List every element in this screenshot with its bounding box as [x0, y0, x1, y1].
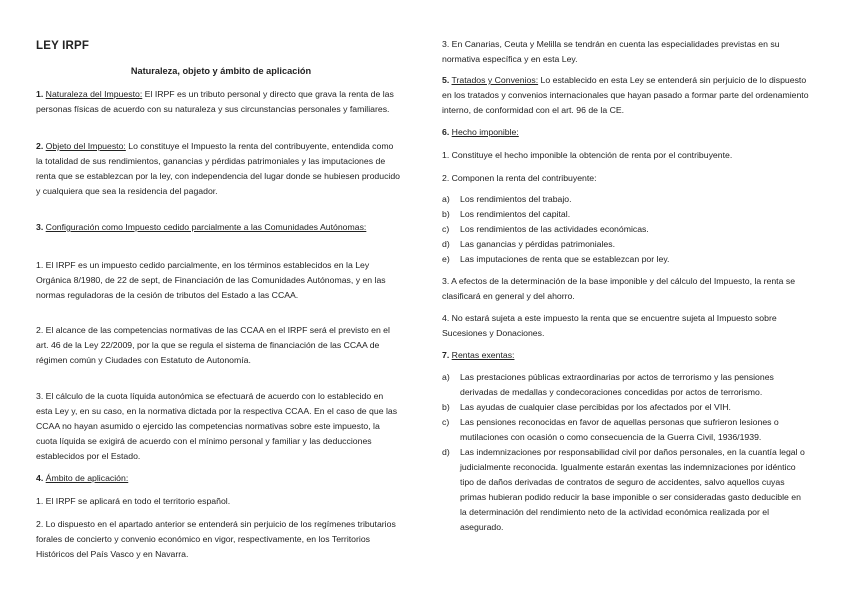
list-item-text: Los rendimientos del capital.: [460, 209, 571, 219]
list-item: [442, 237, 806, 252]
list-item: [442, 370, 806, 400]
list-marker: b): [442, 209, 450, 219]
list-item-text: Las indemnizaciones por responsabilidad civil por daños personales, en la cuantía legal o judicialmente reconocida. Igualmente estarán exentas las indemnizaciones por idéntico tipo de daños derivadas de contratos de seguro de accidentes, salvo aquellos cuyas primas hubieran podido reducir la base imponible o ser consideradas gasto deducible en la determinación del rendimiento neto de la actividad económica realizada por el asegurado.: [460, 447, 805, 532]
list-item-text: Las pensiones reconocidas en favor de aquellas personas que sufrieron lesiones o mutilaciones con ocasión o como consecuencia de la Guerra Civil, 1936/1939.: [460, 417, 779, 442]
section-heading: Hecho imponible:: [451, 127, 519, 137]
section-number: 5.: [442, 75, 450, 85]
list-item: [442, 222, 806, 237]
section-number: 4.: [36, 473, 44, 483]
list-item: [442, 207, 806, 222]
list-item: [442, 252, 806, 267]
section-number: 1.: [36, 89, 44, 99]
paragraph: 3. En Canarias, Ceuta y Melilla se tendrán en cuenta las especialidades previstas en su normativa específica y en esta Ley.: [442, 39, 780, 64]
list-marker: b): [442, 402, 450, 412]
document-title: LEY IRPF: [36, 40, 90, 52]
section-5: [442, 73, 810, 118]
list-item: [442, 192, 806, 207]
list-item-text: Las ganancias y pérdidas patrimoniales.: [460, 239, 616, 249]
list-item-text: Las prestaciones públicas extraordinarias por actos de terrorismo y las pensiones derivadas de medallas y condecoraciones concedidas por actos de terrorismo.: [460, 372, 774, 397]
list-marker: a): [442, 372, 450, 382]
paragraph: 2. El alcance de las competencias normativas de las CCAA en el IRPF será el previsto en el art. 46 de la Ley 22/2009, por la que se regula el sistema de financiación de las CCAA de régimen común y Ciudades con Estatuto de Autonomía.: [36, 325, 390, 365]
section-heading: Ámbito de aplicación:: [45, 473, 129, 483]
list-marker: c): [442, 224, 450, 234]
section-subtitle: Naturaleza, objeto y ámbito de aplicación: [130, 66, 312, 76]
section-3-heading: [36, 220, 381, 235]
section-heading: Naturaleza del Impuesto:: [45, 89, 143, 99]
list-item-text: Las imputaciones de renta que se establezcan por ley.: [460, 254, 670, 264]
list-item: [442, 400, 806, 415]
section-heading: Configuración como Impuesto cedido parcialmente a las Comunidades Autónomas:: [45, 222, 367, 232]
section-text: El IRPF es un tributo personal y directo que grava la renta de las personas físicas de acuerdo con su naturaleza y sus circunstancias personales y familiares.: [36, 89, 394, 114]
list-marker: c): [442, 417, 450, 427]
section-1: [36, 87, 400, 117]
section-4-heading: [36, 471, 400, 486]
list-marker: e): [442, 254, 450, 264]
section-number: 2.: [36, 141, 44, 151]
section-number: 7.: [442, 350, 450, 360]
section-2: [36, 139, 400, 199]
section-7-heading: [442, 348, 806, 363]
section-number: 6.: [442, 127, 450, 137]
section-number: 3.: [36, 222, 44, 232]
section-heading: Tratados y Convenios:: [451, 75, 539, 85]
list-item-text: Los rendimientos del trabajo.: [460, 194, 572, 204]
paragraph: 3. El cálculo de la cuota líquida autonómica se efectuará de acuerdo con lo establecido en esta Ley y, en su caso, en la normativa dictada por la respectiva CCAA. En el caso de que las CCAA no hayan asumido o ejercido las competencias normativas sobre este impuesto, la cuota líquida se exigirá de acuerdo con el mínimo personal y familiar y las deducciones establecidos por el Estado.: [36, 391, 398, 461]
paragraph: 2. Componen la renta del contribuyente:: [442, 173, 597, 183]
paragraph: 3. A efectos de la determinación de la base imponible y del cálculo del Impuesto, la renta se clasificará en general y del ahorro.: [442, 276, 796, 301]
paragraph: 1. El IRPF es un impuesto cedido parcialmente, en los términos establecidos en la Ley Orgánica 8/1980, de 22 de sept, de Financiación de las Comunidades Autónomas, y en las normas reguladoras de la cesión de tributos del Estado a las CCAA.: [36, 260, 386, 300]
list-marker: d): [442, 447, 450, 457]
list-marker: d): [442, 239, 450, 249]
paragraph: 4. No estará sujeta a este impuesto la renta que se encuentre sujeta al Impuesto sobre Sucesiones y Donaciones.: [442, 313, 777, 338]
paragraph: 1. El IRPF se aplicará en todo el territorio español.: [36, 496, 231, 506]
exempt-income-list: [442, 370, 806, 535]
paragraph: 2. Lo dispuesto en el apartado anterior se entenderá sin perjuicio de los regímenes tributarios forales de concierto y convenio económico en vigor, respectivamente, en los Territorios Históricos del País Vasco y en Navarra.: [36, 519, 396, 559]
section-6-heading: [442, 125, 806, 140]
section-text: Lo constituye el Impuesto la renta del contribuyente, entendida como la totalidad de sus rendimientos, ganancias y pérdidas patrimoniales y las imputaciones de renta que se establezcan por la ley, con independencia del lugar donde se hubiesen producido y cualquiera que sea la residencia del pagador.: [36, 141, 401, 196]
list-item-text: Las ayudas de cualquier clase percibidas por los afectados por el VIH.: [460, 402, 731, 412]
income-components-list: [442, 192, 806, 267]
list-item-text: Los rendimientos de las actividades económicas.: [460, 224, 649, 234]
section-heading: Objeto del Impuesto:: [45, 141, 126, 151]
list-item: [442, 445, 806, 535]
section-text: Lo establecido en esta Ley se entenderá sin perjuicio de lo dispuesto en los tratados y convenios internacionales que hayan pasado a formar parte del ordenamiento interno, de conformidad con el art. 96 de la CE.: [442, 75, 809, 115]
section-heading: Rentas exentas:: [451, 350, 515, 360]
list-marker: a): [442, 194, 450, 204]
list-item: [442, 415, 806, 445]
paragraph: 1. Constituye el hecho imponible la obtención de renta por el contribuyente.: [442, 150, 733, 160]
